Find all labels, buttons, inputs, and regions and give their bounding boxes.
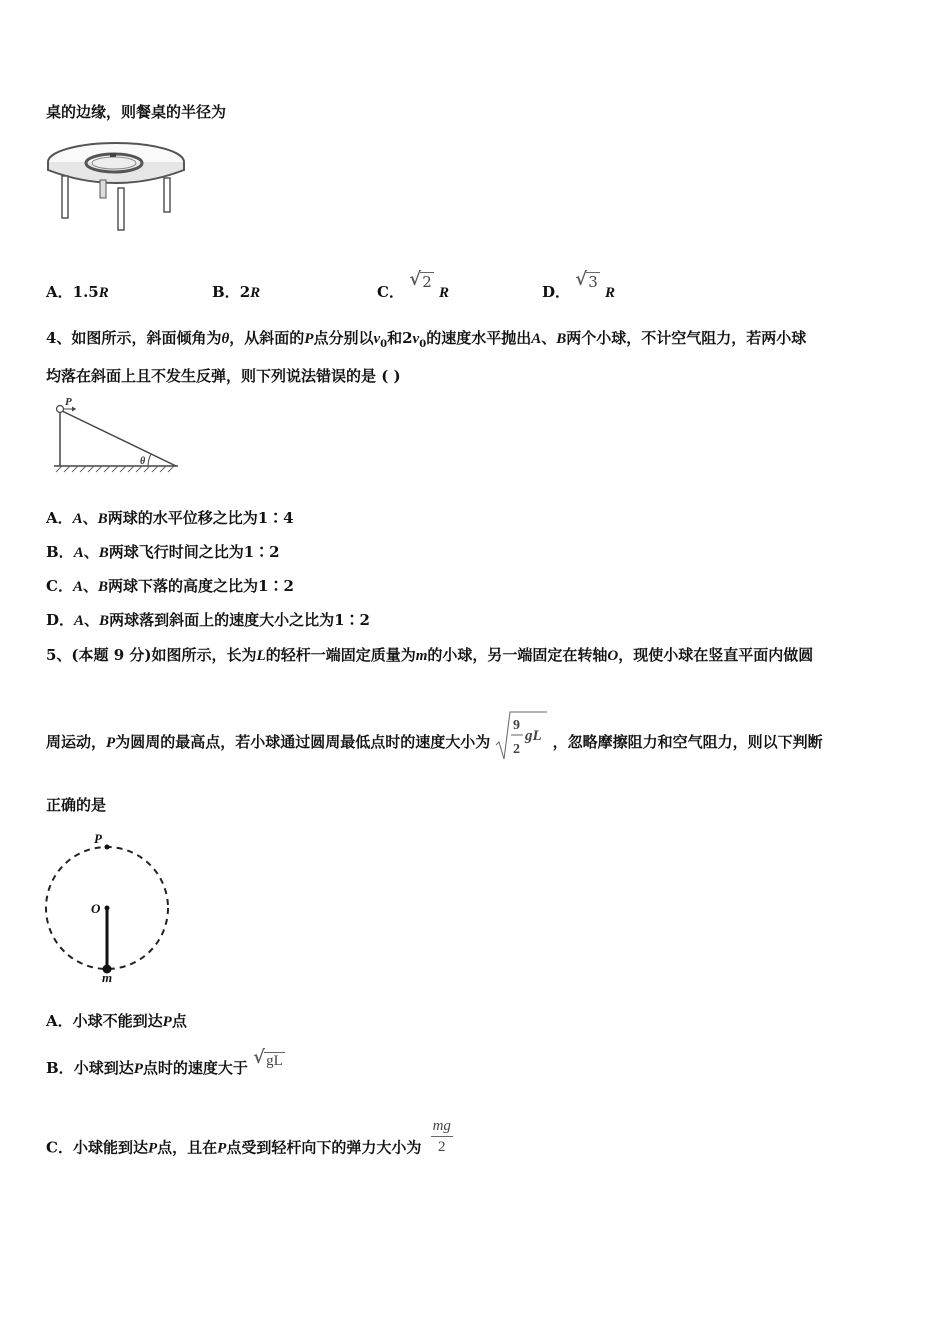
q3-option-b[interactable]: B．2R [212, 283, 261, 301]
q5-stem-line3: 正确的是 [46, 796, 107, 814]
fraction-mg-over-2: $\frac{mg}{2}$ [432, 1118, 451, 1155]
q4-option-d[interactable]: D．A、B两球落到斜面上的速度大小之比为1∶2 [46, 611, 370, 629]
incline-theta-label: θ [140, 456, 146, 467]
q4-option-a[interactable]: A．A、B两球的水平位移之比为1∶4 [46, 509, 294, 527]
q5-stem-line1: 5、(本题 9 分)如图所示，长为L的轻杆一端固定质量为m的小球，另一端固定在转轴O，现使小球在竖直平面内做圆 [46, 646, 814, 664]
q3-stem-tail: 桌的边缘，则餐桌的半径为 [46, 103, 227, 121]
circle-o-label: O [91, 901, 101, 916]
incline-p-label: P [65, 396, 72, 408]
incline-figure [52, 396, 182, 478]
q4-stem-line2: 均落在斜面上且不发生反弹，则下列说法错误的是 ( ) [46, 367, 401, 385]
q5-stem-line2: 周运动，P为圆周的最高点，若小球通过圆周最低点时的速度大小为 9 2 gL ，忽略摩擦阻力和空气阻力，则以下判断 [46, 732, 823, 753]
q4-stem-line1: 4、如图所示，斜面倾角为θ，从斜面的P点分别以$v_0$和$2v_0$的速度水平抛出A、B两个小球，不计空气阻力，若两小球 [46, 329, 807, 350]
svg-text:9: 9 [513, 718, 521, 733]
sqrt-9-over-2-gl [495, 718, 547, 757]
q3-option-d[interactable]: D． √ 3 R [542, 269, 616, 301]
sqrt-3: √ 3 [575, 269, 598, 291]
circle-m-label: m [102, 970, 113, 985]
svg-text:2: 2 [513, 742, 521, 757]
sqrt-gl: √ gL [253, 1047, 283, 1069]
q5-option-c[interactable]: C．小球能到达P点，且在P点受到轻杆向下的弹力大小为 $\frac{mg}{2}$ [46, 1118, 451, 1157]
circle-p-label: P [94, 831, 102, 846]
q3-option-c[interactable]: C． √ 2 R [377, 269, 449, 301]
q4-option-c[interactable]: C．A、B两球下落的高度之比为1∶2 [46, 577, 294, 595]
sqrt-2: √ 2 [409, 269, 432, 291]
q3-option-a[interactable]: A．1.5R [46, 283, 109, 301]
round-table-figure [46, 136, 191, 234]
svg-text:gL: gL [525, 728, 543, 744]
q4-option-b[interactable]: B．A、B两球飞行时间之比为1∶2 [46, 543, 280, 561]
vertical-circle-figure [40, 828, 180, 988]
q5-option-a[interactable]: A．小球不能到达P点 [46, 1012, 187, 1030]
q5-option-b[interactable]: B．小球到达P点时的速度大于 √ gL [46, 1047, 283, 1077]
